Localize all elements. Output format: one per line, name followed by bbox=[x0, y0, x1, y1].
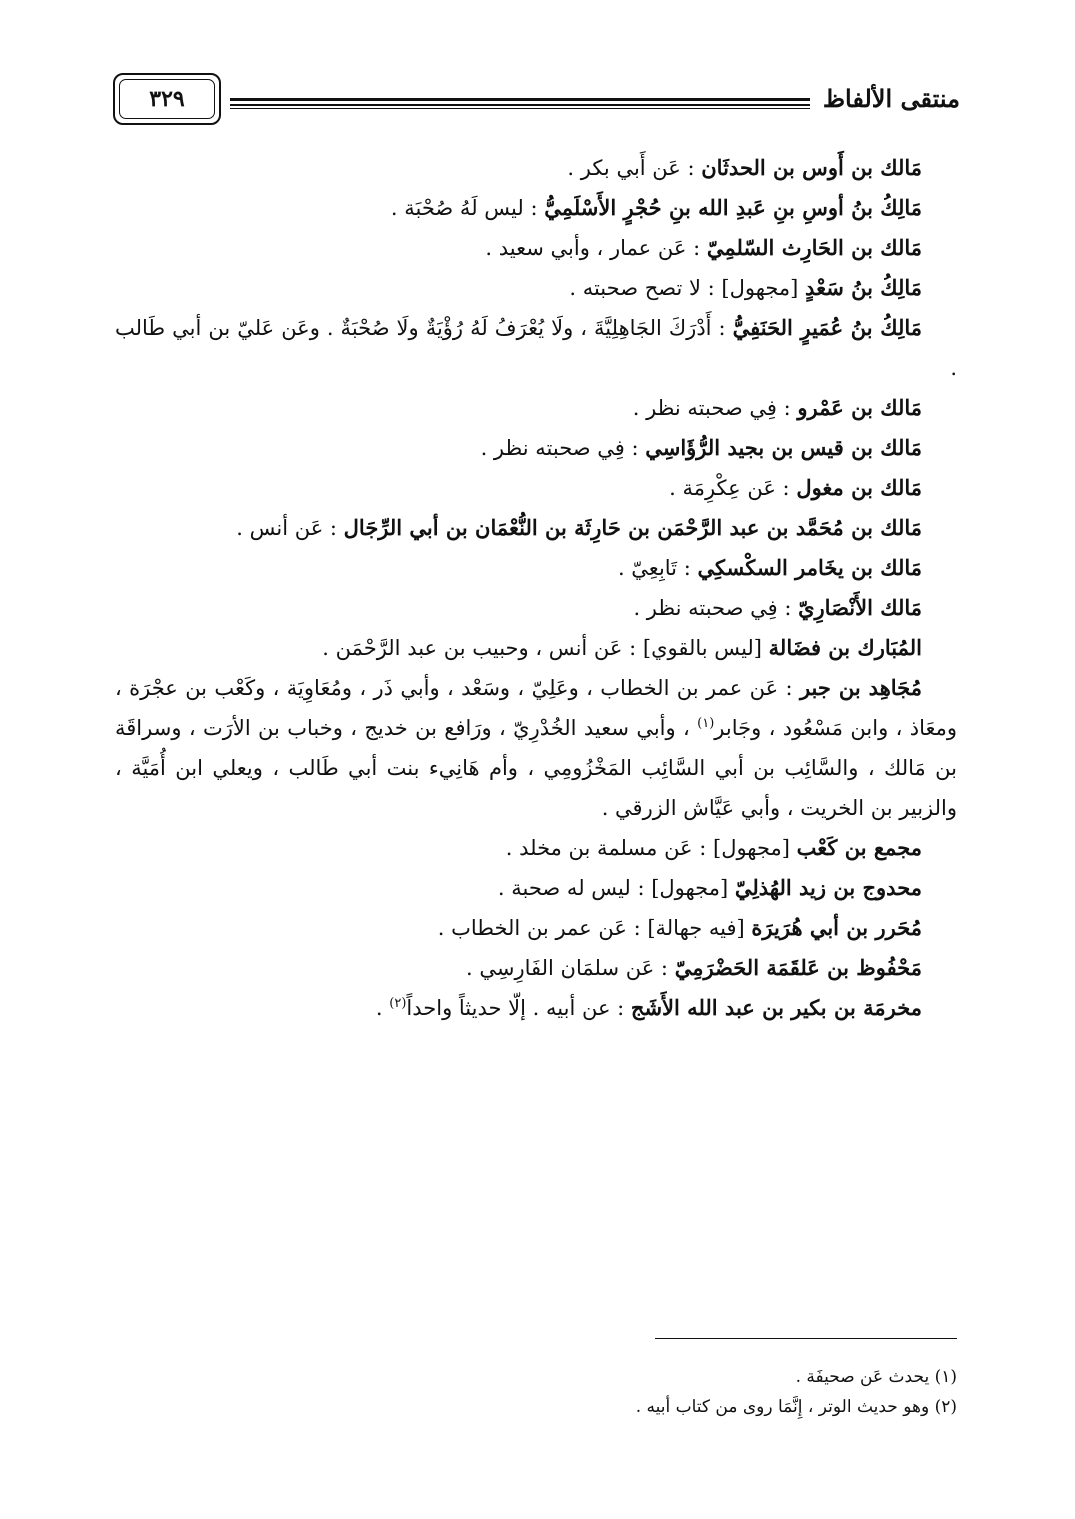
entry-name: مُجَاهِد بن جبر bbox=[799, 675, 922, 700]
entry bbox=[115, 468, 957, 508]
entry-text: [مجهول] : عَن مسلمة بن مخلد . bbox=[505, 836, 797, 860]
entry-text: : عَن عمر بن الخطاب ، وعَلِيّ ، وسَعْد ، وأبي ذَر ، ومُعَاوِيَة ، وكَعْب بن عجْرَة ، ومعَاذ ، وابن مَسْعُود ، وجَابر bbox=[115, 676, 957, 740]
entry-name: مَالك بن مغول bbox=[796, 475, 922, 500]
entry-text: : عَن عمار ، وأبي سعيد . bbox=[485, 236, 707, 260]
entry-name: مَالك بن قيس بن بجيد الرُّؤَاسِي bbox=[645, 435, 922, 460]
footnote-ref: (١) bbox=[697, 716, 715, 731]
entry bbox=[115, 228, 957, 268]
entry bbox=[115, 188, 957, 228]
footnote: (٢) وهو حديث الوتر ، إِنَّمَا روى من كتاب أبيه . bbox=[635, 1397, 957, 1417]
entry bbox=[115, 668, 957, 828]
page-number-text: ٣٢٩ bbox=[149, 86, 185, 112]
entry-text: : عَن أَبي بكر . bbox=[567, 156, 702, 180]
entry-text: : عَن عِكْرِمَة . bbox=[669, 476, 797, 500]
entry bbox=[115, 548, 957, 588]
entry bbox=[115, 428, 957, 468]
entry-text: : عن أبيه . إلّا حديثاً واحداً bbox=[406, 996, 631, 1020]
footnotes-list bbox=[115, 1362, 957, 1422]
entry-text-continued: . bbox=[375, 996, 390, 1020]
footnote-ref: (٢) bbox=[389, 996, 407, 1011]
entry-text: [ليس بالقوي] : عَن أنس ، وحبيب بن عبد الرَّحْمَن . bbox=[322, 636, 769, 660]
entry-name: مَالك بن أَوس بن الحدثَان bbox=[701, 155, 922, 180]
entry-text: : فِي صحبته نظر . bbox=[633, 596, 799, 620]
entry-text-continued: ، وأبي سعيد الخُدْرِيّ ، ورَافع بن خديج ، وخباب بن الأرَت ، وسراقَة بن مَالك ، والسَّائِب بن أبي السَّائِب المَخْزُومِي ، وأم هَانِيء بنت أبي طَالب ، ويعلي ابن أُمَيَّة ، والزبير بن الخريت ، وأبي عَيَّاش الزرقي . bbox=[115, 716, 957, 820]
entry-name: مَالِكُ بنُ عُمَيرٍ الحَنَفِيُّ bbox=[732, 315, 922, 340]
entry bbox=[115, 628, 957, 668]
entry-name: مَحْفُوظ بن عَلقَمَة الحَضْرَمِيّ bbox=[674, 955, 922, 980]
entry bbox=[115, 868, 957, 908]
entry-text: [مجهول] : لا تصح صحبته . bbox=[569, 276, 806, 300]
header-rule bbox=[230, 98, 810, 110]
entry-name: مَالك الأَنْصَارِيّ bbox=[798, 595, 922, 620]
entry-text: : عَن سلمَان الفَارِسِي . bbox=[466, 956, 675, 980]
page-number bbox=[113, 73, 221, 125]
entry-text: : فِي صحبته نظر . bbox=[632, 396, 798, 420]
entry-name: المُبَارك بن فضَالة bbox=[768, 635, 922, 660]
entry-name: مَالِكُ بنُ سَعْدٍ bbox=[805, 275, 922, 300]
entry-name: مَالك بن مُحَمَّد بن عبد الرَّحْمَن بن حَارِثَة بن النُّعْمَان بن أبي الرِّجَال bbox=[343, 515, 922, 540]
entry-name: مَالك بن عَمْرو bbox=[797, 395, 922, 420]
entry-name: مُحَرر بن أبي هُرَيرَة bbox=[751, 915, 922, 940]
entries-list bbox=[115, 148, 957, 1028]
entry bbox=[115, 148, 957, 188]
entry-name: مجمع بن كَعْب bbox=[796, 835, 922, 860]
entry bbox=[115, 988, 957, 1028]
entry-text: : أَدْرَكَ الجَاهِلِيَّةَ ، ولَا يُعْرَفُ لَهُ رُؤْيَةٌ ولَا صُحْبَةٌ . وعَن عَليّ بن أبي طَالب . bbox=[115, 316, 957, 380]
footnote-separator bbox=[655, 1338, 957, 1339]
entry-name: مَالك بن الحَارِث السّلمِيّ bbox=[706, 235, 922, 260]
entry-text: [مجهول] : ليس له صحبة . bbox=[497, 876, 735, 900]
entry-text: : عَن أنس . bbox=[236, 516, 344, 540]
entry-name: مَالِكُ بنُ أوسِ بنِ عَبدِ الله بنِ حُجْرٍ الأَسْلَمِيُّ bbox=[544, 195, 922, 220]
entry-name: مَالك بن يخَامر السكْسكِي bbox=[697, 555, 922, 580]
entry-text: [فيه جهالة] : عَن عمر بن الخطاب . bbox=[437, 916, 752, 940]
entry bbox=[115, 948, 957, 988]
entry bbox=[115, 308, 957, 388]
footnote: (١) يحدث عَن صحيفَة . bbox=[795, 1367, 957, 1387]
entry bbox=[115, 388, 957, 428]
entry bbox=[115, 908, 957, 948]
entry bbox=[115, 268, 957, 308]
entry bbox=[115, 508, 957, 548]
entry-name: مخرمَة بن بكير بن عبد الله الأَشَج bbox=[630, 995, 922, 1020]
entry-text: : تَابِعِيّ . bbox=[617, 556, 698, 580]
entry-name: محدوج بن زيد الهُذلِيّ bbox=[734, 875, 922, 900]
entry-text: : ليس لَهُ صُحْبَة . bbox=[390, 196, 545, 220]
running-header-title: منتقى الألفاظ bbox=[822, 84, 960, 113]
entry bbox=[115, 588, 957, 628]
entry-text: : فِي صحبته نظر . bbox=[480, 436, 646, 460]
entry bbox=[115, 828, 957, 868]
